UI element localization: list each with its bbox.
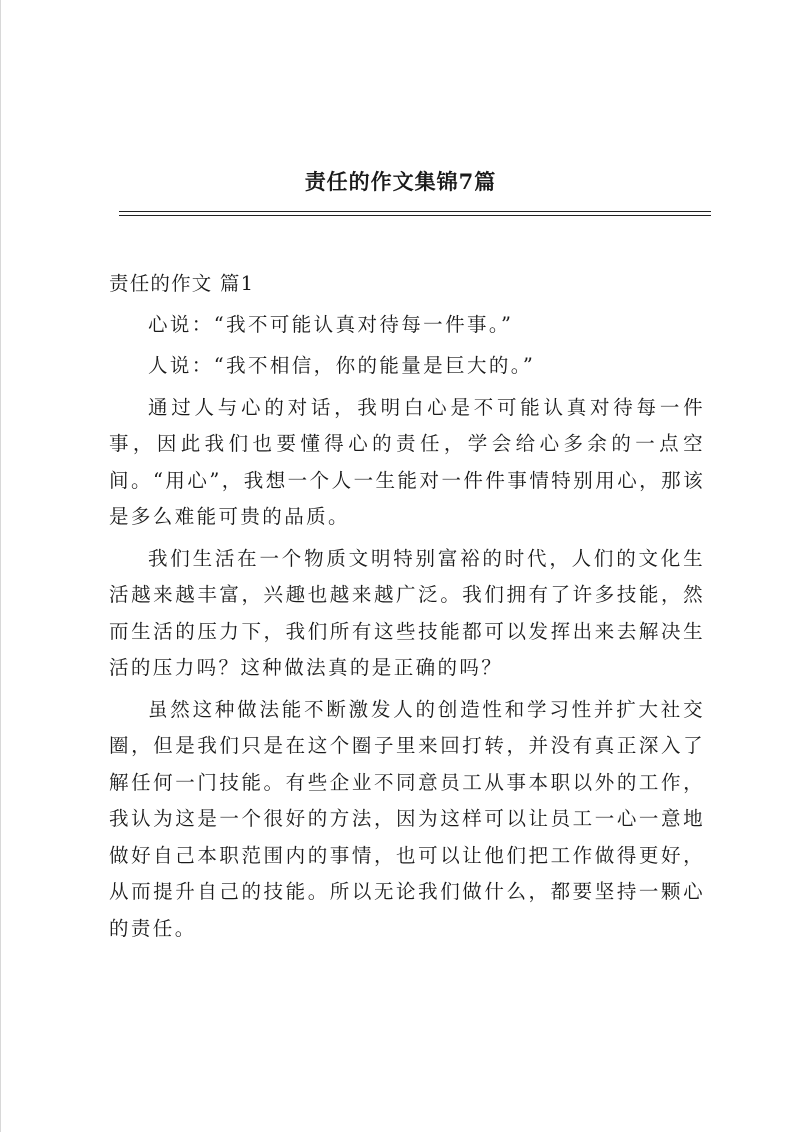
title-rule-top — [119, 211, 711, 212]
paragraph: 我们生活在一个物质文明特别富裕的时代，人们的文化生活越来越丰富，兴趣也越来越广泛。我们拥有了许多技能，然而生活的压力下，我们所有这些技能都可以发挥出来去解决生活的压力吗？这种做法真的是正确的吗？ — [109, 546, 705, 679]
paragraph: 通过人与心的对话，我明白心是不可能认真对待每一件事，因此我们也要懂得心的责任，学会给心多余的一点空间。“用心”，我想一个人一生能对一件件事情特别用心，那该是多么难能可贵的品质。 — [109, 395, 705, 528]
paragraph: 人说：“我不相信，你的能量是巨大的。” — [148, 354, 536, 377]
document-body — [109, 266, 705, 952]
document-title: 责任的作文集锦7篇 — [304, 169, 497, 194]
title-rule-bottom — [119, 215, 711, 216]
paragraph: 虽然这种做法能不断激发人的创造性和学习性并扩大社交圈，但是我们只是在这个圈子里来回打转，并没有真正深入了解任何一门技能。有些企业不同意员工从事本职以外的工作，我认为这是一个很好的方法，因为这样可以让员工一心一意地做好自己本职范围内的事情，也可以让他们把工作做得更好，从而提升自己的技能。所以无论我们做什么，都要坚持一颗心的责任。 — [109, 697, 705, 940]
section-heading: 责任的作文 篇1 — [109, 272, 255, 295]
paragraph: 心说：“我不可能认真对待每一件事。” — [148, 312, 514, 336]
